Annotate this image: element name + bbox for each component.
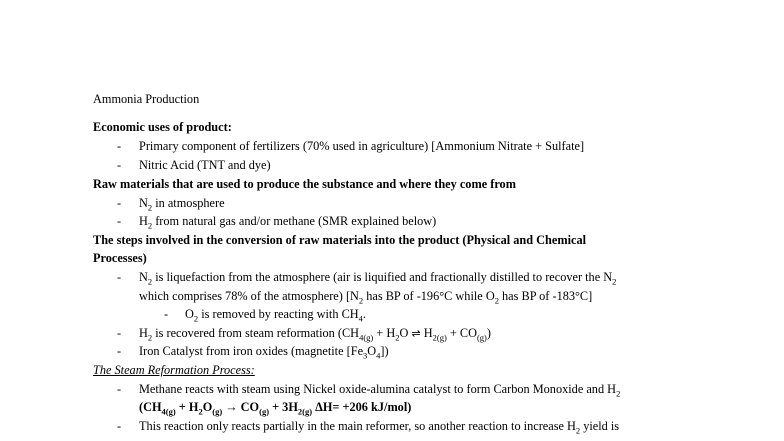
equilibrium-arrow-icon: ⇌ — [411, 327, 421, 340]
list-item: $H_2$ from natural gas and/or methane (SMR explained below) — [139, 214, 437, 231]
list-item-methane: Methane reacts with steam using Nickel oxide-alumina catalyst to form Carbon Monoxide and $H_2$ — [139, 382, 621, 399]
bullet-dash: - — [117, 196, 122, 210]
heading-steps: The steps involved in the conversion of raw materials into the product (Physical and Chemical — [93, 233, 587, 247]
heading-steam-reformation: The Steam Reformation Process: — [93, 363, 255, 377]
heading-raw-materials: Raw materials that are used to produce the substance and where they come from — [93, 177, 516, 191]
list-item-n2-continued: which comprises 78% of the atmosphere) [$N_2$ has BP of -196°C while $O_2$ has BP of -183°C] — [139, 289, 593, 306]
bullet-dash: - — [164, 307, 169, 321]
list-item: $N_2$ in atmosphere — [139, 196, 225, 213]
bullet-dash: - — [117, 382, 122, 396]
heading-economic-uses: Economic uses of product: — [93, 120, 232, 134]
list-item-h2: $H_2$ is recovered from steam reformation ($CH_{4(g)} + H_2O$ ⇌ $H_{2(g)} + CO_{(g)}$) — [139, 326, 491, 343]
list-item-partial-reaction: This reaction only reacts partially in the main reformer, so another reaction to increase $H_2$ yield is — [139, 419, 620, 436]
list-item: Primary component of fertilizers (70% used in agriculture) [Ammonium Nitrate + Sulfate] — [139, 139, 585, 153]
bullet-dash: - — [117, 214, 122, 228]
document-title: Ammonia Production — [93, 92, 200, 106]
bullet-dash: - — [117, 270, 122, 284]
heading-steps-continued: Processes) — [93, 251, 147, 265]
bullet-dash: - — [117, 139, 122, 153]
reaction-equation: ($CH_{4(g)} + H_2O_{(g)} \to CO_{(g)} + 3H_{2(g)}$ ΔH= +206 kJ/mol) — [139, 400, 412, 417]
list-item: Nitric Acid (TNT and dye) — [139, 158, 271, 172]
list-item-iron-catalyst: Iron Catalyst from iron oxides (magnetite $[Fe_3O_4]$) — [139, 344, 389, 361]
bullet-dash: - — [117, 158, 122, 172]
bullet-dash: - — [117, 419, 122, 433]
bullet-dash: - — [117, 344, 122, 358]
list-item-n2: $N_2$ is liquefaction from the atmosphere (air is liquified and fractionally distilled to recover the $N_2$ — [139, 270, 617, 287]
bullet-dash: - — [117, 326, 122, 340]
list-subitem-o2: $O_2$ is removed by reacting with $CH_4$. — [185, 307, 366, 324]
